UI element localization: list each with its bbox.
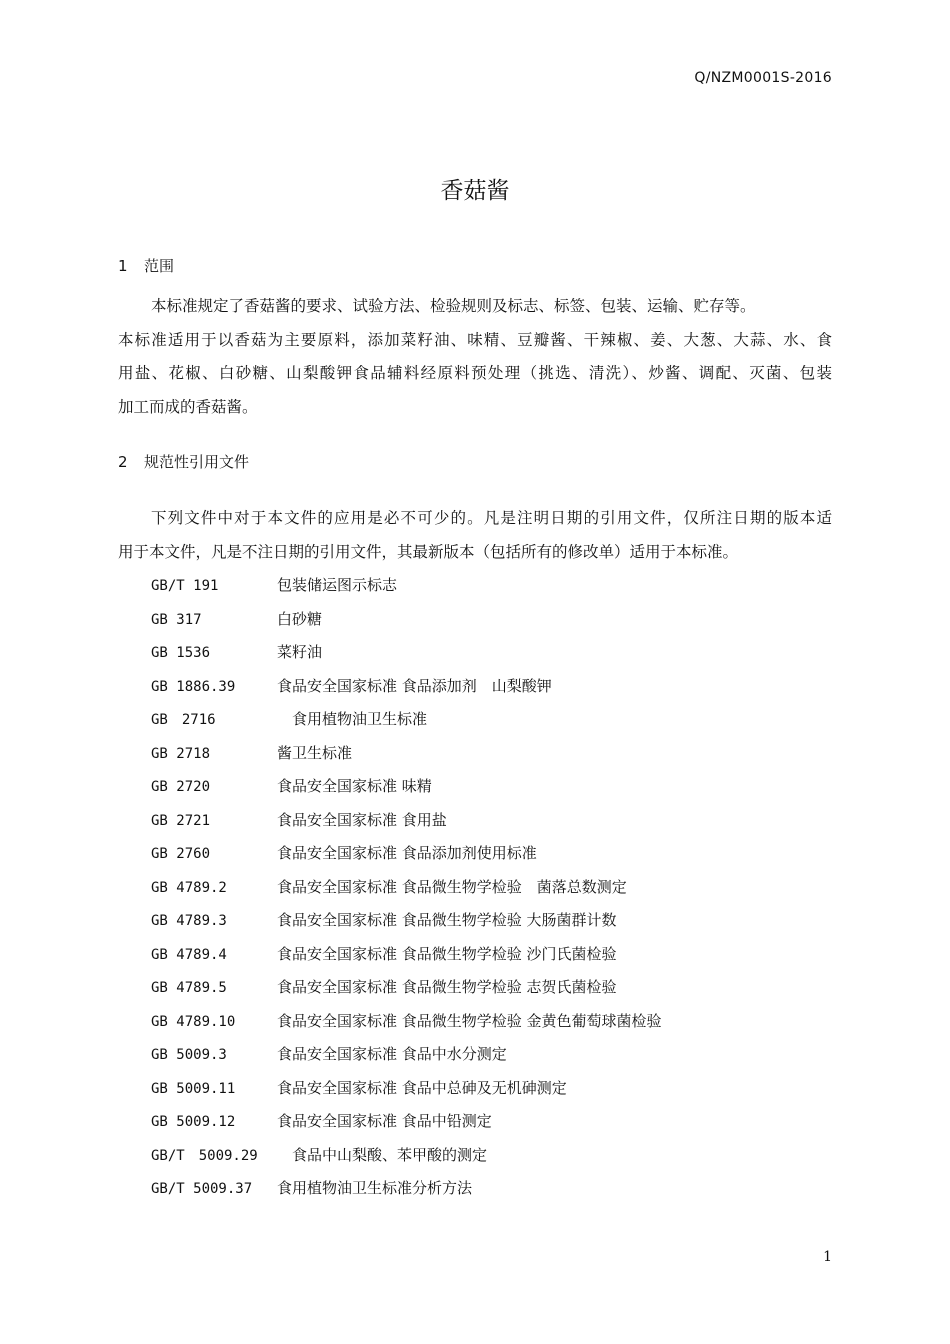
normative-intro-paragraph — [118, 502, 832, 569]
scope-line: 本标准规定了香菇酱的要求、试验方法、检验规则及标志、标签、包装、运输、贮存等。 — [151, 297, 756, 315]
reference-title: 食品安全国家标准 食品微生物学检验 菌落总数测定 — [277, 878, 627, 896]
reference-title: 白砂糖 — [277, 610, 323, 628]
reference-title: 菜籽油 — [277, 643, 323, 661]
reference-title: 食品安全国家标准 食品中铅测定 — [277, 1112, 492, 1130]
reference-title: 食品安全国家标准 食品微生物学检验 志贺氏菌检验 — [277, 978, 617, 996]
intro-line: 下列文件中对于本文件的应用是必不可少的。凡是注明日期的引用文件，仅所注日期的版本适 — [151, 509, 832, 527]
scope-line: 本标准适用于以香菇为主要原料，添加菜籽油、味精、豆瓣酱、干辣椒、姜、大葱、大蒜、水、食 — [118, 330, 832, 349]
reference-code: GB 2760 — [151, 846, 211, 862]
reference-item — [151, 1144, 487, 1165]
reference-item — [151, 909, 617, 930]
reference-code: GB 5009.12 — [151, 1114, 236, 1130]
reference-item — [151, 1177, 472, 1198]
reference-title: 食品安全国家标准 食用盐 — [277, 811, 447, 829]
reference-item — [151, 876, 627, 897]
reference-code: GB 2718 — [151, 746, 211, 762]
reference-code: GB 4789.3 — [151, 913, 227, 929]
reference-item — [151, 608, 322, 629]
document-code: Q/NZM0001S-2016 — [694, 70, 832, 86]
reference-title: 食品安全国家标准 食品添加剂使用标准 — [277, 844, 537, 862]
reference-code: GB 4789.2 — [151, 880, 227, 896]
scope-paragraph — [118, 290, 832, 424]
reference-title: 食品安全国家标准 食品添加剂 山梨酸钾 — [277, 677, 552, 695]
reference-item — [151, 976, 617, 997]
reference-item — [151, 775, 432, 796]
reference-code: GB/T 5009.37 — [151, 1181, 253, 1197]
reference-item — [151, 1110, 492, 1131]
reference-code: GB 1886.39 — [151, 679, 236, 695]
reference-title: 食用植物油卫生标准分析方法 — [277, 1179, 473, 1197]
reference-item — [151, 675, 552, 696]
reference-title: 酱卫生标准 — [277, 744, 353, 762]
reference-code: GB 2720 — [151, 779, 211, 795]
reference-item — [151, 809, 447, 830]
reference-item — [151, 574, 397, 595]
reference-title: 食品安全国家标准 食品微生物学检验 沙门氏菌检验 — [277, 945, 617, 963]
reference-code: GB 5009.11 — [151, 1081, 236, 1097]
section-heading-scope — [118, 255, 174, 276]
reference-title: 食品安全国家标准 食品微生物学检验 金黄色葡萄球菌检验 — [277, 1012, 662, 1030]
intro-line: 用于本文件，凡是不注日期的引用文件，其最新版本（包括所有的修改单）适用于本标准。 — [118, 542, 739, 561]
reference-title: 食用植物油卫生标准 — [277, 710, 428, 728]
page-number: 1 — [823, 1249, 832, 1265]
reference-item — [151, 1077, 567, 1098]
reference-item — [151, 641, 322, 662]
section-title: 范围 — [144, 257, 175, 275]
reference-code: GB 2721 — [151, 813, 211, 829]
reference-item — [151, 943, 617, 964]
scope-line: 加工而成的香菇酱。 — [118, 397, 258, 416]
reference-item — [151, 1043, 507, 1064]
reference-item — [151, 1010, 662, 1031]
reference-code: GB 5009.3 — [151, 1047, 227, 1063]
page-title: 香菇酱 — [440, 178, 510, 204]
reference-code: GB 1536 — [151, 645, 211, 661]
reference-title: 包装储运图示标志 — [277, 576, 398, 594]
section-number: 2 — [118, 453, 128, 471]
reference-title: 食品安全国家标准 食品中总砷及无机砷测定 — [277, 1079, 567, 1097]
reference-title: 食品安全国家标准 食品中水分测定 — [277, 1045, 507, 1063]
reference-title: 食品中山梨酸、苯甲酸的测定 — [277, 1146, 488, 1164]
reference-item — [151, 742, 352, 763]
reference-item — [151, 708, 427, 729]
reference-code: GB/T 191 — [151, 578, 219, 594]
section-number: 1 — [118, 257, 128, 275]
reference-code: GB/T 5009.29 — [151, 1148, 258, 1164]
reference-code: GB 317 — [151, 612, 202, 628]
reference-title: 食品安全国家标准 食品微生物学检验 大肠菌群计数 — [277, 911, 617, 929]
scope-line: 用盐、花椒、白砂糖、山梨酸钾食品辅料经原料预处理（挑选、清洗）、炒酱、调配、灭菌、包装 — [118, 364, 832, 382]
section-title: 规范性引用文件 — [144, 453, 250, 471]
reference-title: 食品安全国家标准 味精 — [277, 777, 432, 795]
reference-code: GB 4789.4 — [151, 947, 227, 963]
reference-code: GB 4789.5 — [151, 980, 227, 996]
reference-item — [151, 842, 537, 863]
section-heading-normative — [118, 451, 249, 472]
reference-code: GB 2716 — [151, 712, 216, 728]
reference-code: GB 4789.10 — [151, 1014, 236, 1030]
